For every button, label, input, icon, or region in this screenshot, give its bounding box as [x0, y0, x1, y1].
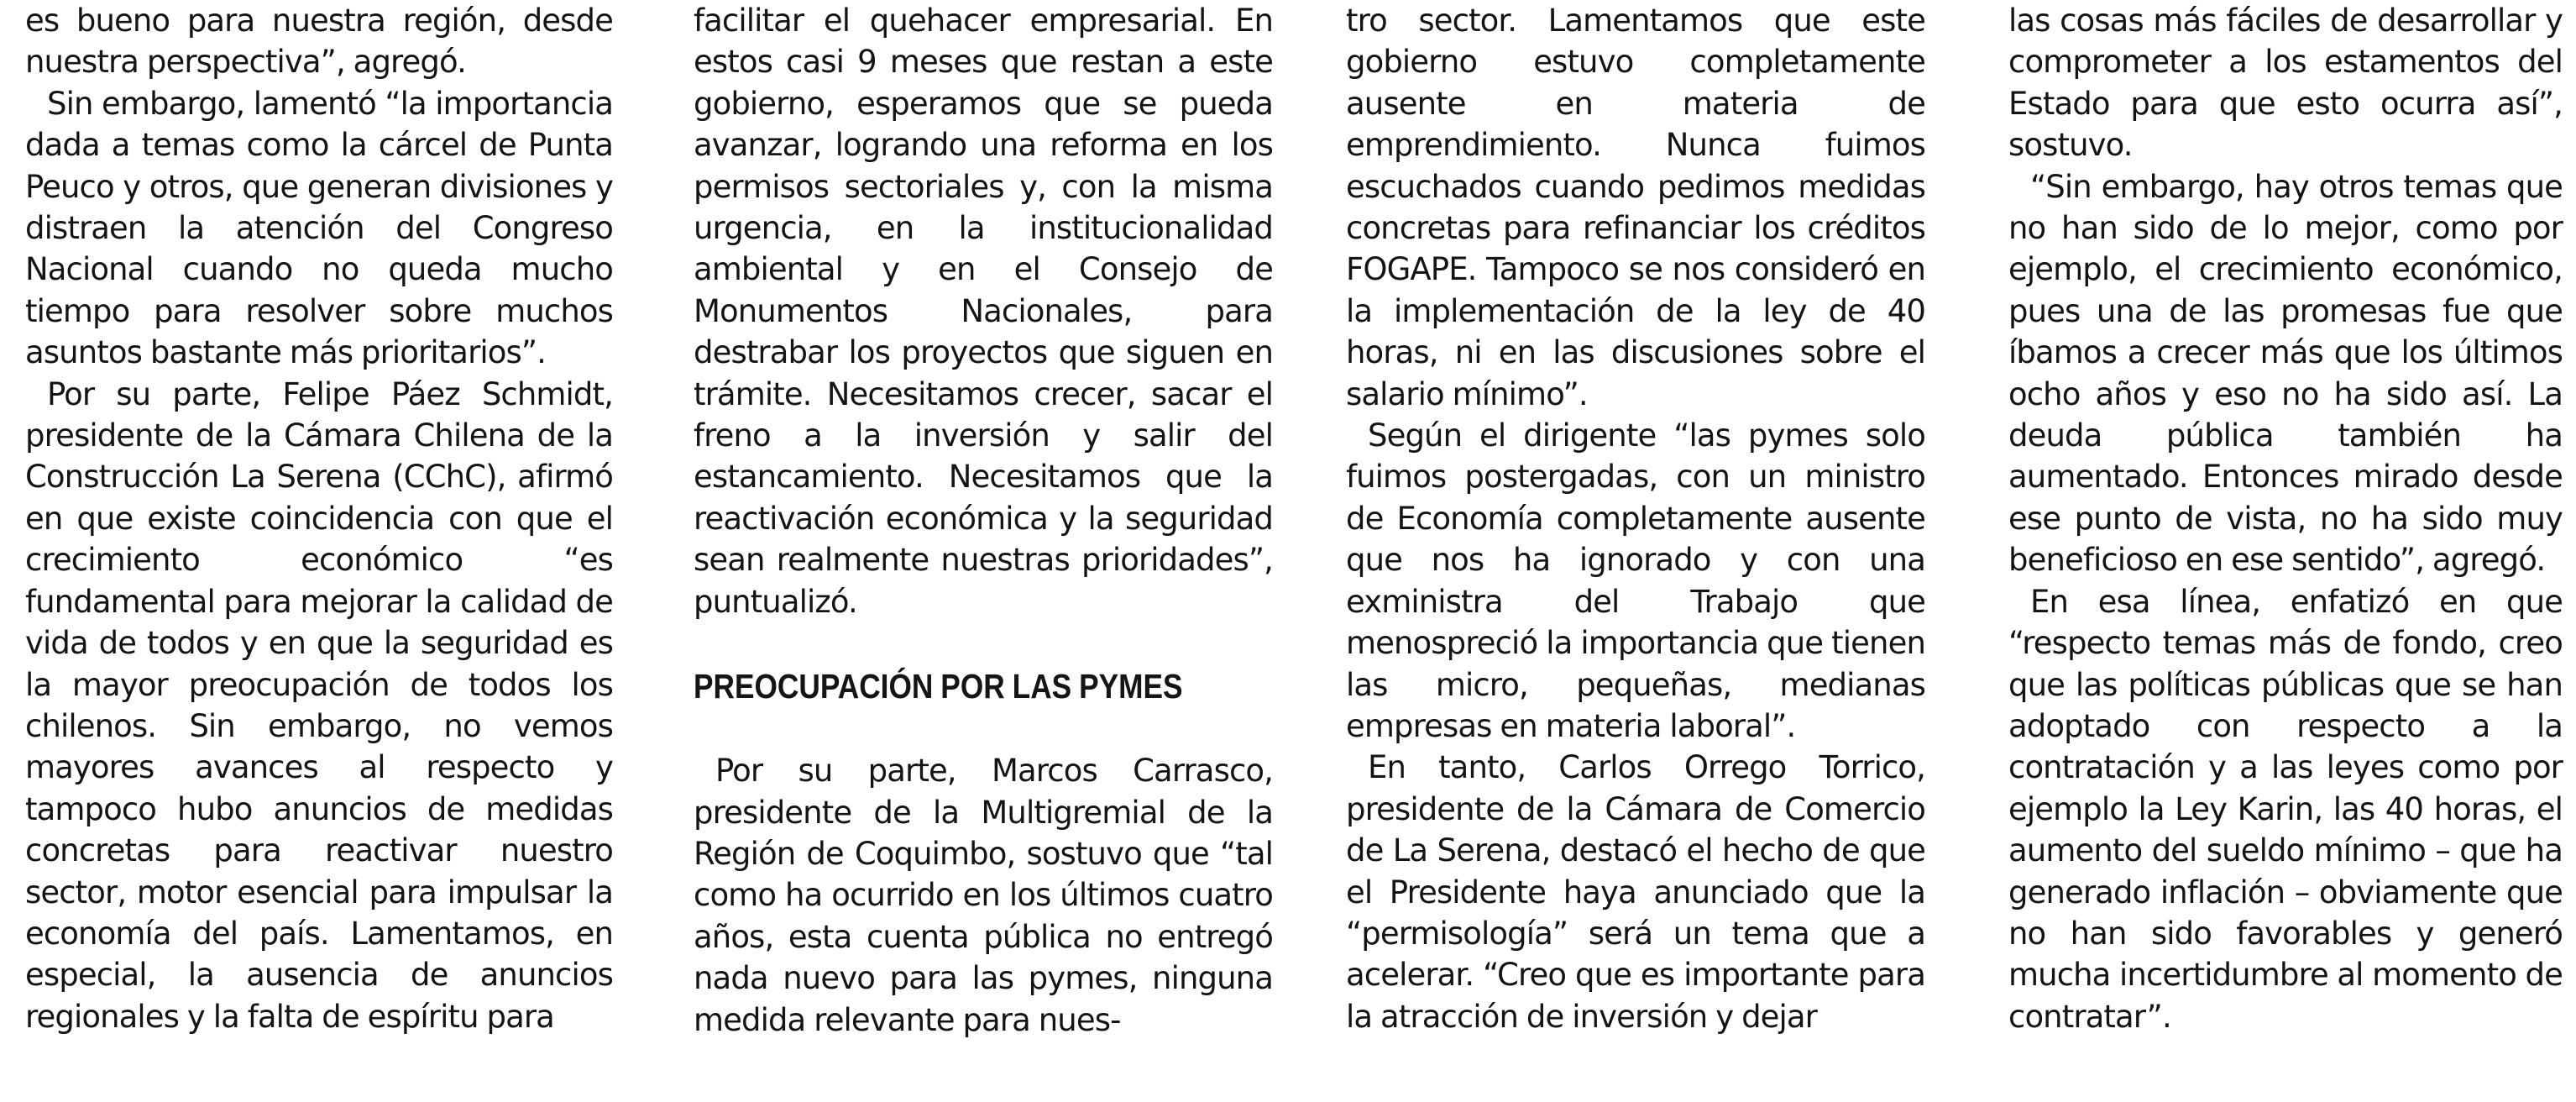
section-subheading: PREOCUPACIÓN POR LAS PYMES: [694, 667, 1183, 706]
paragraph: Sin embargo, lamentó “la importancia dada a temas como la cárcel de Punta Peuco y otros, que generan divisiones y distraen la atención del Congreso Nacional cuando no queda mucho tiempo para resolver sobre muchos asuntos bastante más prioritarios”.: [25, 85, 613, 371]
paragraph: facilitar el quehacer empresarial. En estos casi 9 meses que restan a este gobierno, esperamos que se pueda avanzar, logrando una reforma en los permisos sectoriales y, con la misma urgencia, en la institucionalidad ambiental y en el Consejo de Monumentos Nacionales, para destrabar los proyectos que siguen en trámite. Necesitamos crecer, sacar el freno a la inversión y salir del estancamiento. Necesitamos que la reactivación económica y la seguridad sean realmente nuestras prioridades”, puntualizó.: [694, 3, 1273, 620]
paragraph: En tanto, Carlos Orrego Torrico, presidente de la Cámara de Comercio de La Serena, destacó el hecho de que el Presidente haya anunciado que la “permisología” será un tema que a acelerar. “Creo que es importante para la atracción de inversión y dejar: [1346, 749, 1925, 1035]
article-column-3: [1346, 0, 1925, 1037]
article-column-1: [25, 0, 613, 1037]
paragraph: las cosas más fáciles de desarrollar y comprometer a los estamentos del Estado para que esto ocurra así”, sostuvo.: [2008, 3, 2563, 164]
paragraph: es bueno para nuestra región, desde nuestra perspectiva”, agregó.: [25, 3, 613, 81]
paragraph: Por su parte, Marcos Carrasco, presidente de la Multigremial de la Región de Coquimbo, sostuvo que “tal como ha ocurrido en los últimos cuatro años, esta cuenta pública no entregó nada nuevo para las pymes, ninguna medida relevante para nues-: [694, 753, 1273, 1038]
paragraph: Según el dirigente “las pymes solo fuimos postergadas, con un ministro de Economía completamente ausente que nos ha ignorado y con una exministra del Trabajo que menospreció la importancia que tienen las micro, pequeñas, medianas empresas en materia laboral”.: [1346, 417, 1925, 744]
article-column-4: [2008, 0, 2563, 1037]
paragraph: “Sin embargo, hay otros temas que no han sido de lo mejor, como por ejemplo, el crecimiento económico, pues una de las promesas fue que íbamos a crecer más que los últimos ocho años y eso no ha sido así. La deuda pública también ha aumentado. Entonces mirado desde ese punto de vista, no ha sido muy beneficioso en ese sentido”, agregó.: [2008, 168, 2563, 579]
paragraph: Por su parte, Felipe Páez Schmidt, presidente de la Cámara Chilena de la Construcción La Serena (CChC), afirmó en que existe coincidencia con que el crecimiento económico “es fundamental para mejorar la calidad de vida de todos y en que la seguridad es la mayor preocupación de todos los chilenos. Sin embargo, no vemos mayores avances al respecto y tampoco hubo anuncios de medidas concretas para reactivar nuestro sector, motor esencial para impulsar la economía del país. Lamentamos, en especial, la ausencia de anuncios regionales y la falta de espíritu para: [25, 375, 613, 1035]
paragraph: tro sector. Lamentamos que este gobierno estuvo completamente ausente en materia de emprendimiento. Nunca fuimos escuchados cuando pedimos medidas concretas para refinanciar los créditos FOGAPE. Tampoco se nos consideró en la implementación de la ley de 40 horas, ni en las discusiones sobre el salario mínimo”.: [1346, 3, 1925, 412]
article-column-2: [694, 0, 1273, 1041]
paragraph: En esa línea, enfatizó en que “respecto temas más de fondo, creo que las políticas públicas que se han adoptado con respecto a la contratación y a las leyes como por ejemplo la Ley Karin, las 40 horas, el aumento del sueldo mínimo – que ha generado inflación – obviamente que no han sido favorables y generó mucha incertidumbre al momento de contratar”.: [2008, 583, 2563, 1035]
